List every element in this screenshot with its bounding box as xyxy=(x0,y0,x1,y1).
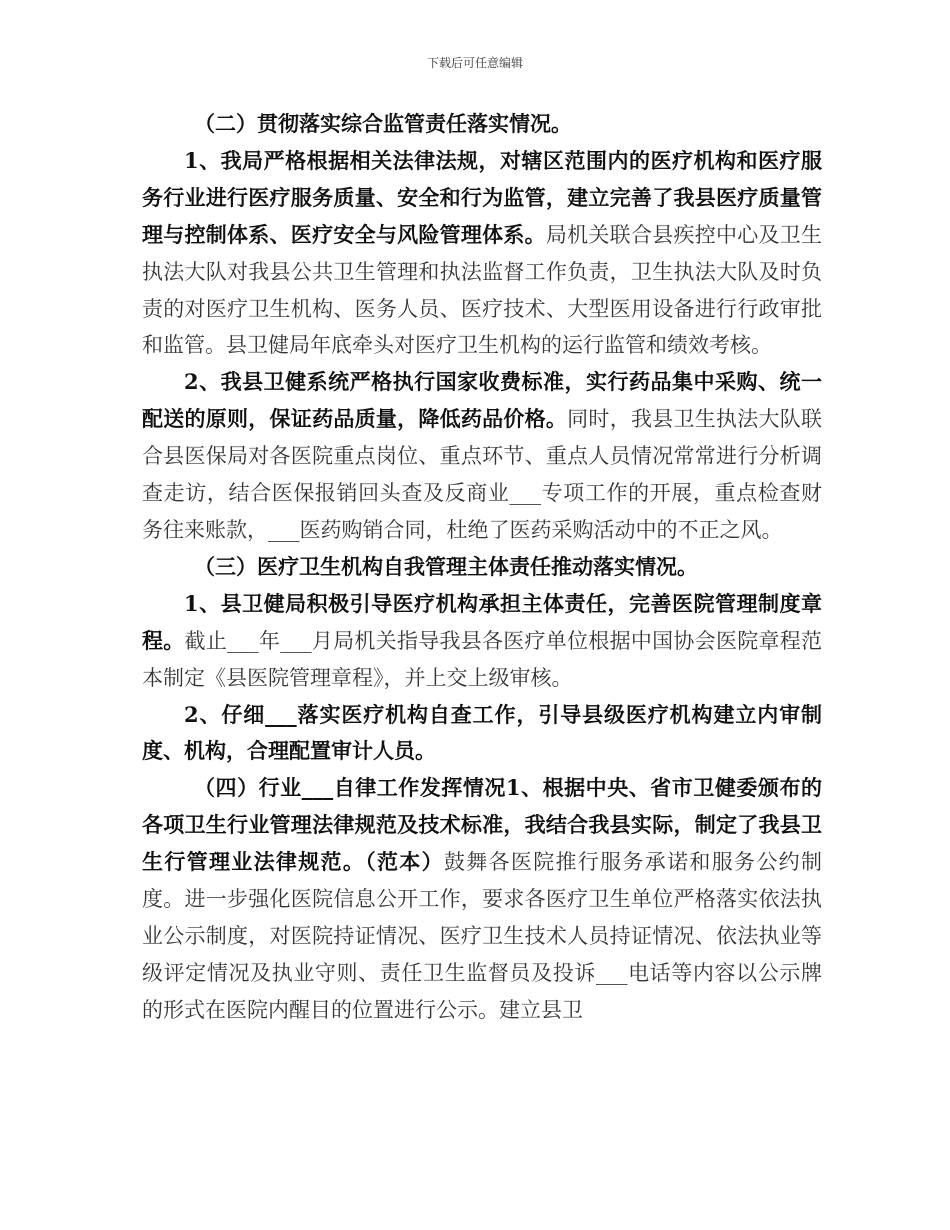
heading-text: （二）贯彻落实综合监管责任落实情况。 xyxy=(194,111,572,136)
heading-text: （三）医疗卫生机构自我管理主体责任推动落实情况。 xyxy=(194,553,698,579)
paragraph-3-1 xyxy=(142,586,822,697)
paragraph-bold-text: 2、仔细___落实医疗机构自查工作，引导县级医疗机构建立内审制度、机构，合理配置审计人员。 xyxy=(142,701,822,764)
paragraph-2-1 xyxy=(142,143,822,364)
paragraph-normal-text: 截止___年___月局机关指导我县各医疗单位根据中国协会医院章程范本制定《县医院管理章程》，并上交上级审核。 xyxy=(142,628,823,690)
section-heading-2 xyxy=(142,106,822,143)
paragraph-bold-text: （四）行业___自律工作发挥情况1、根据中央、省市卫健委颁布的各项卫生行业管理法律规范及技术标准，我结合我县实际，制定了我县卫生行管理业法律规范。（范本） xyxy=(142,775,822,875)
paragraph-bold-text: 2、我县卫健系统严格执行国家收费标准，实行药品集中采购、统一配送的原则，保证药品质量，降低药品价格。 xyxy=(142,369,822,432)
paragraph-bold-text: 1、县卫健局积极引导医疗机构承担主体责任，完善医院管理制度章程。 xyxy=(142,590,822,653)
paragraph-normal-text: 同时，我县卫生执法大队联合县医保局对各医院重点岗位、重点环节、重点人员情况常常进行分析调查走访，结合医保报销回头查及反商业___专项工作的开展，重点检查财务往来账款，___医药购销合同，杜绝了医药采购活动中的不正之风。 xyxy=(142,407,823,542)
paragraph-3-2 xyxy=(142,697,822,771)
paragraph-normal-text: 鼓舞各医院推行服务承诺和服务公约制度。进一步强化医院信息公开工作，要求各医疗卫生单位严格落实依法执业公示制度，对医院持证情况、医疗卫生技术人员持证情况、依法执业等级评定情况及执业守则、责任卫生监督员及投诉___电话等内容以公示牌的形式在医院内醒目的位置进行公示。建立县卫 xyxy=(142,850,823,1022)
paragraph-normal-text: 局机关联合县疾控中心及卫生执法大队对我县公共卫生管理和执法监督工作负责，卫生执法大队及时负责的对医疗卫生机构、医务人员、医疗技术、大型医用设备进行行政审批和监管。县卫健局年底牵头对医疗卫生机构的运行监管和绩效考核。 xyxy=(142,222,823,358)
section-heading-4 xyxy=(142,770,822,1028)
page-header: 下载后可任意编辑 xyxy=(426,56,523,70)
section-heading-3 xyxy=(142,549,822,586)
document-body xyxy=(142,106,822,1029)
paragraph-2-2 xyxy=(142,364,822,549)
paragraph-bold-text: 1、我局严格根据相关法律法规，对辖区范围内的医疗机构和医疗服务行业进行医疗服务质量、安全和行为监管，建立完善了我县医疗质量管理与控制体系、医疗安全与风险管理体系。 xyxy=(142,147,822,247)
